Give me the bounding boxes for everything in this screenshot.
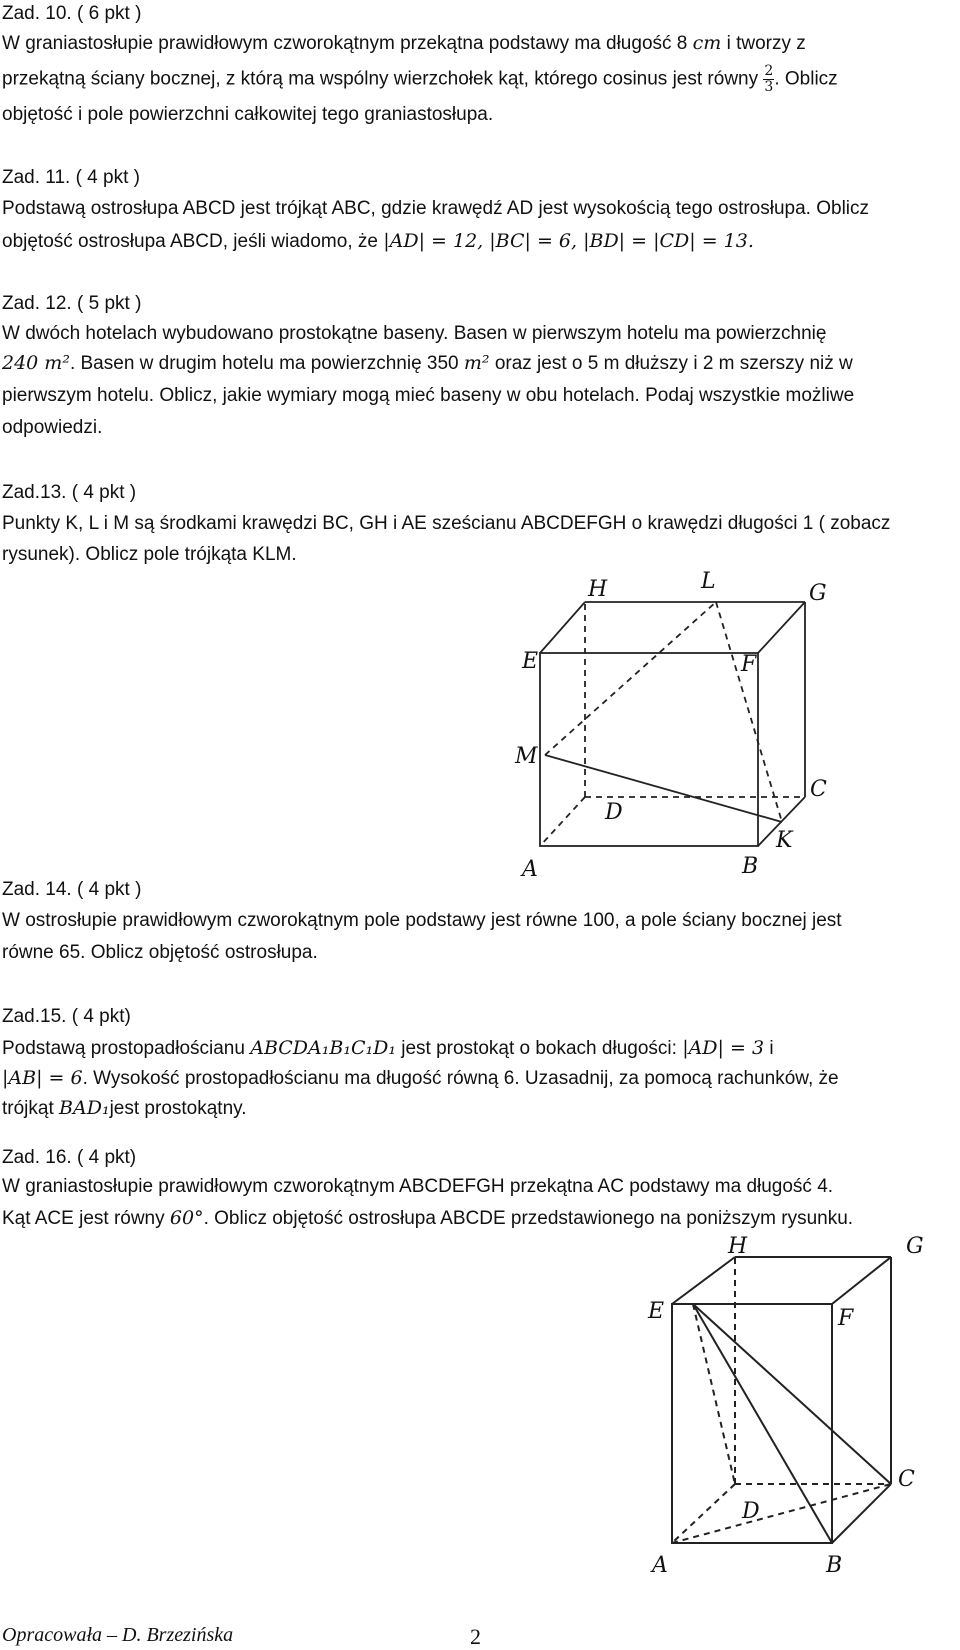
footer-author: Opracowała – D. Brzezińska [2, 1624, 234, 1646]
task-10-line-2: przekątną ściany bocznej, z którą ma wspólny wierzchołek kąt, którego cosinus jest równy $\frac{2}{3}$ . Oblicz [2, 63, 838, 95]
task-14-line-1: W ostrosłupie prawidłowym czworokątnym pole podstawy jest równe 100, a pole ściany bocznej jest [2, 910, 842, 931]
task-12-title: Zad. 12. ( 5 pkt ) [2, 293, 142, 314]
task-10-line-3: objętość i pole powierzchni całkowitej tego graniastosłupa. [2, 104, 494, 125]
task-15-line-3: trójkąt BAD₁jest prostokątny. [2, 1097, 247, 1119]
task-15-line-2: |AB| = 6. Wysokość prostopadłościanu ma długość równą 6. Uzasadnij, za pomocą rachunków, że [2, 1067, 839, 1089]
fraction-two-thirds: $\frac{2}{3}$ [764, 63, 774, 95]
cube1-label-C: C [810, 777, 827, 802]
task-16-line-2: Kąt ACE jest równy 60°. Oblicz objętość ostrosłupa ABCDE przedstawionego na poniższym rysunku. [2, 1207, 854, 1229]
task-16-title: Zad. 16. ( 4 pkt) [2, 1147, 137, 1168]
cube1-label-A: A [522, 857, 538, 882]
task-13-title: Zad.13. ( 4 pkt ) [2, 482, 137, 503]
cube1-label-G: G [809, 581, 827, 606]
task-11-line-1: Podstawą ostrosłupa ABCD jest trójkąt ABC, gdzie krawędź AD jest wysokością tego ostrosłupa. Oblicz [2, 198, 870, 219]
prism-abcde-figure [0, 1220, 960, 1620]
prism-label-E: E [648, 1299, 665, 1324]
task-16-line-1: W graniastosłupie prawidłowym czworokątnym ABCDEFGH przekątna AC podstawy ma długość 4. [2, 1176, 834, 1197]
cube1-label-B: B [742, 854, 759, 879]
cube1-label-K: K [776, 828, 793, 853]
task-11-title: Zad. 11. ( 4 pkt ) [2, 167, 140, 188]
cube1-label-H: H [588, 577, 608, 602]
task-12-line-4: odpowiedzi. [2, 417, 103, 438]
prism-label-F: F [838, 1306, 854, 1331]
task-11-line-2: objętość ostrosłupa ABCD, jeśli wiadomo, że |AD| = 12, |BC| = 6, |BD| = |CD| = 13. [2, 230, 754, 252]
task-14-line-2: równe 65. Oblicz objętość ostrosłupa. [2, 942, 318, 963]
task-10-line-1: W graniastosłupie prawidłowym czworokątnym przekątna podstawy ma długość 8 cm i tworzy z [2, 32, 806, 54]
cube1-label-M: M [515, 744, 538, 769]
task-12-line-1: W dwóch hotelach wybudowano prostokątne baseny. Basen w pierwszym hotelu ma powierzchnię [2, 323, 827, 344]
cube1-label-F: F [741, 652, 757, 677]
prism-label-G: G [906, 1234, 924, 1259]
prism-label-B: B [826, 1553, 843, 1578]
task-10-title: Zad. 10. ( 6 pkt ) [2, 3, 142, 24]
cube1-label-D: D [605, 800, 623, 825]
task-15-title: Zad.15. ( 4 pkt) [2, 1006, 131, 1027]
task-13-line-2: rysunek). Oblicz pole trójkąta KLM. [2, 544, 297, 565]
cube1-label-L: L [701, 569, 716, 594]
task-13-line-1: Punkty K, L i M są środkami krawędzi BC, GH i AE sześcianu ABCDEFGH o krawędzi długości 1 ( zobacz [2, 513, 891, 534]
prism-label-H: H [728, 1234, 748, 1259]
prism-label-D: D [742, 1499, 760, 1524]
task-15-line-1: Podstawą prostopadłościanu ABCDA₁B₁C₁D₁ jest prostokąt o bokach długości: |AD| = 3 i [2, 1037, 774, 1059]
prism-label-C: C [898, 1467, 915, 1492]
cube1-label-E: E [522, 649, 539, 674]
page-number: 2 [470, 1624, 481, 1649]
task-12-line-3: pierwszym hotelu. Oblicz, jakie wymiary mogą mieć baseny w obu hotelach. Podaj wszystkie możliwe [2, 385, 855, 406]
prism-label-A: A [652, 1553, 668, 1578]
task-12-line-2: 240 m². Basen w drugim hotelu ma powierzchnię 350 m² oraz jest o 5 m dłuższy i 2 m szerszy niż w [2, 352, 853, 374]
task-14-title: Zad. 14. ( 4 pkt ) [2, 879, 142, 900]
